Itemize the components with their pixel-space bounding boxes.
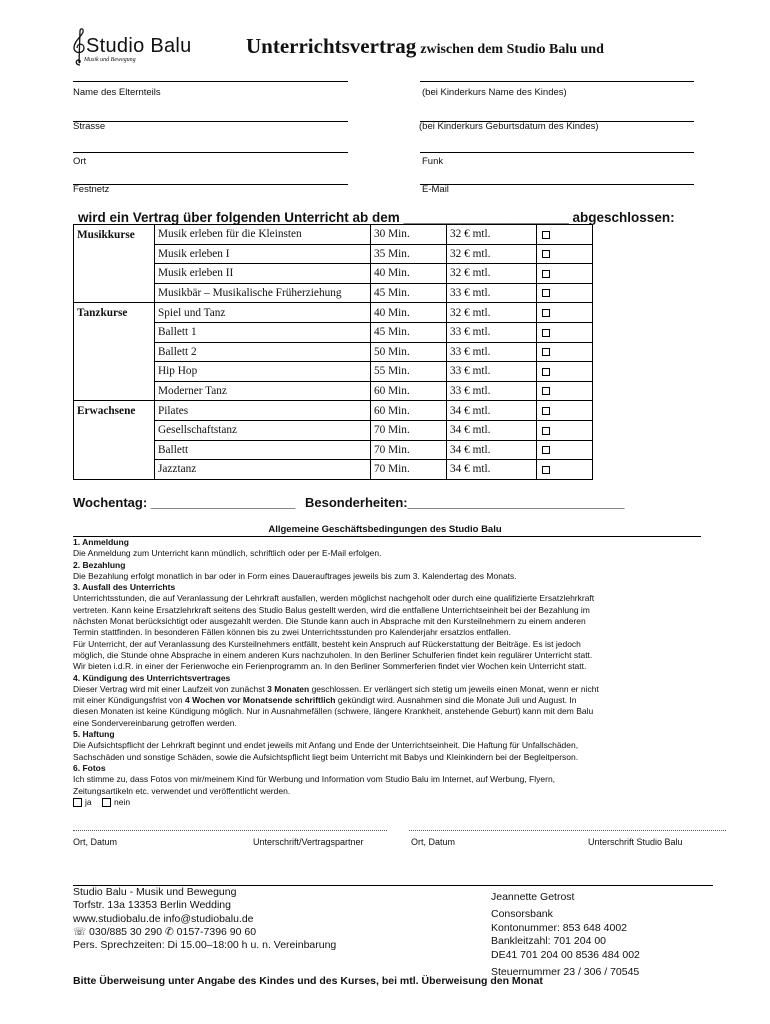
- course-select-cell: [537, 244, 593, 264]
- course-select-cell: [537, 362, 593, 382]
- page-title: [246, 34, 604, 59]
- course-price: 32 € mtl.: [447, 244, 537, 264]
- title-sub: zwischen dem Studio Balu und: [420, 42, 604, 57]
- course-name: Musikbär – Musikalische Früherziehung: [155, 283, 371, 303]
- child-name-line[interactable]: [420, 81, 694, 82]
- course-duration: 55 Min.: [371, 362, 447, 382]
- customer-signature-line[interactable]: [73, 830, 387, 831]
- agb-line: eine Sondervereinbarung getroffen werden.: [73, 717, 237, 728]
- agb-line: Die Aufsichtspflicht der Lehrkraft beginnt und endet jeweils mit Anfang und Ende der Unterrichtseinheit. Die Haftung für Unfallschäden,: [73, 740, 579, 751]
- course-select-cell: [537, 283, 593, 303]
- course-select-cell: [537, 303, 593, 323]
- course-category: [74, 440, 155, 460]
- course-name: Pilates: [155, 401, 371, 421]
- course-row: [74, 401, 593, 421]
- course-price: 32 € mtl.: [447, 264, 537, 284]
- special-label: Besonderheiten:: [305, 495, 408, 510]
- course-checkbox[interactable]: [542, 309, 550, 317]
- course-checkbox[interactable]: [542, 466, 550, 474]
- agb-line: nächsten Monat berücksichtigt oder ausgezahlt werden. Die Stunde kann auch in Absprache mit den Kursteilnehmern zu einem anderen: [73, 616, 586, 627]
- course-table: [73, 224, 593, 480]
- contract-intro: [78, 210, 675, 225]
- course-row: [74, 342, 593, 362]
- course-price: 33 € mtl.: [447, 381, 537, 401]
- course-duration: 70 Min.: [371, 440, 447, 460]
- consent-no-label: nein: [114, 796, 131, 807]
- course-select-cell: [537, 342, 593, 362]
- course-duration: 50 Min.: [371, 342, 447, 362]
- mobile-line[interactable]: [420, 152, 694, 153]
- course-select-cell: [537, 322, 593, 342]
- footer-office-hours: Pers. Sprechzeiten: Di 15.00–18:00 h u. n. Vereinbarung: [73, 939, 337, 952]
- course-duration: 60 Min.: [371, 381, 447, 401]
- course-checkbox[interactable]: [542, 348, 550, 356]
- course-row: [74, 381, 593, 401]
- agb-line: vertreten. Kann keine Ersatzlehrkraft seitens des Studio Balus gestellt werden, wird die entfallene Unterrichtseinheit bei der Bezahlung im: [73, 604, 590, 615]
- course-price: 34 € mtl.: [447, 440, 537, 460]
- footer-web-email: www.studiobalu.de info@studiobalu.de: [73, 912, 254, 925]
- city-label: Ort: [73, 156, 87, 167]
- agb-heading: 2. Bezahlung: [73, 559, 126, 570]
- course-checkbox[interactable]: [542, 446, 550, 454]
- course-row: [74, 460, 593, 480]
- course-category: Tanzkurse: [74, 303, 155, 323]
- agb-title: Allgemeine Geschäftsbedingungen des Studio Balu: [268, 524, 502, 535]
- course-select-cell: [537, 420, 593, 440]
- parent-name-label: Name des Elternteils: [73, 87, 161, 98]
- course-duration: 40 Min.: [371, 303, 447, 323]
- landline-line[interactable]: [73, 184, 348, 185]
- agb-line: Für Unterricht, der auf Veranlassung des Kursteilnehmers entfällt, besteht kein Anspruch auf Rückerstattung der Beiträge. Es ist jedoch: [73, 638, 581, 649]
- course-row: [74, 420, 593, 440]
- mobile-label: Funk: [422, 156, 444, 167]
- course-category: [74, 362, 155, 382]
- agb-line: Zeitungsartikeln etc. verwendet und veröffentlicht werden.: [73, 785, 291, 796]
- course-select-cell: [537, 460, 593, 480]
- course-name: Spiel und Tanz: [155, 303, 371, 323]
- street-line[interactable]: [73, 121, 348, 122]
- course-name: Gesellschaftstanz: [155, 420, 371, 440]
- course-duration: 70 Min.: [371, 460, 447, 480]
- start-date-blank[interactable]: ______________________: [403, 210, 569, 225]
- course-category: Musikkurse: [74, 225, 155, 245]
- intro-before: wird ein Vertrag über folgenden Unterricht ab dem: [78, 210, 400, 225]
- logo-subtitle: Musik und Bewegung: [84, 57, 136, 63]
- course-name: Ballett 1: [155, 322, 371, 342]
- special-blank[interactable]: ______________________________: [407, 495, 625, 510]
- course-name: Ballett 2: [155, 342, 371, 362]
- consent-yes-checkbox[interactable]: [73, 798, 82, 807]
- course-price: 33 € mtl.: [447, 283, 537, 303]
- landline-label: Festnetz: [73, 184, 110, 195]
- course-row: [74, 283, 593, 303]
- child-name-label: (bei Kinderkurs Name des Kindes): [422, 87, 567, 98]
- course-duration: 30 Min.: [371, 225, 447, 245]
- course-name: Musik erleben II: [155, 264, 371, 284]
- footer-note: Bitte Überweisung unter Angabe des Kindes und des Kurses, bei mtl. Überweisung den Monat: [73, 975, 543, 987]
- footer-iban: DE41 701 204 00 8536 484 002: [491, 948, 640, 961]
- course-select-cell: [537, 264, 593, 284]
- footer-bank: [491, 891, 640, 979]
- course-checkbox[interactable]: [542, 289, 550, 297]
- course-category: Erwachsene: [74, 401, 155, 421]
- footer-bank-name: Consorsbank: [491, 908, 553, 921]
- course-name: Jazztanz: [155, 460, 371, 480]
- course-category: [74, 283, 155, 303]
- course-price: 34 € mtl.: [447, 401, 537, 421]
- photo-consent-options: [73, 797, 701, 808]
- weekday-label: Wochentag:: [73, 495, 148, 510]
- intro-after: abgeschlossen:: [572, 210, 675, 225]
- agb-bold-part: 3 Monaten: [267, 683, 310, 694]
- course-category: [74, 460, 155, 480]
- agb-line: möglich, die Stunde ohne Absprache in einem anderen Kurs nachzuholen. In den Berliner Schulferien findet kein regulärer Unterricht statt.: [73, 649, 593, 660]
- agb-heading: 5. Haftung: [73, 729, 115, 740]
- weekday-blank[interactable]: ____________________: [150, 495, 296, 510]
- course-row: [74, 322, 593, 342]
- agb-line: Unterrichtsstunden, die auf Veranlassung der Lehrkraft ausfallen, werden möglichst nachgeholt oder durch eine qualifizierte Ersatzlehrkraft: [73, 593, 595, 604]
- agb-heading: 4. Kündigung des Unterrichtsvertrages: [73, 672, 231, 683]
- customer-date-label: Ort, Datum: [73, 837, 118, 847]
- course-checkbox[interactable]: [542, 427, 550, 435]
- consent-no-checkbox[interactable]: [102, 798, 111, 807]
- course-category: [74, 322, 155, 342]
- course-checkbox[interactable]: [542, 270, 550, 278]
- parent-name-line[interactable]: [73, 81, 348, 82]
- weekday-row: [73, 495, 625, 510]
- agb-line: [73, 684, 701, 695]
- course-price: 34 € mtl.: [447, 460, 537, 480]
- studio-signature-line[interactable]: [409, 830, 726, 831]
- course-row: [74, 244, 593, 264]
- agb-line: [73, 695, 701, 706]
- agb-bold-part: 4 Wochen vor Monatsende schriftlich: [184, 695, 336, 706]
- street-label: Strasse: [73, 121, 106, 132]
- course-price: 32 € mtl.: [447, 225, 537, 245]
- agb-heading: 1. Anmeldung: [73, 537, 129, 547]
- agb-text-part: mit einer Kündigungsfrist von: [73, 695, 185, 706]
- course-checkbox[interactable]: [542, 231, 550, 239]
- footer-phone: ☏ 030/885 30 290 ✆ 0157-7396 90 60: [73, 925, 257, 938]
- footer-account: Kontonummer: 853 648 4002: [491, 921, 628, 934]
- course-category: [74, 342, 155, 362]
- course-name: Hip Hop: [155, 362, 371, 382]
- agb-text-part: geschlossen. Er verlängert sich stetig um jeweils einen Monat, wenn er nicht: [309, 683, 599, 694]
- course-category: [74, 420, 155, 440]
- course-select-cell: [537, 381, 593, 401]
- course-row: [74, 225, 593, 245]
- footer-contact: [73, 886, 336, 952]
- course-price: 33 € mtl.: [447, 342, 537, 362]
- course-select-cell: [537, 225, 593, 245]
- course-duration: 40 Min.: [371, 264, 447, 284]
- course-category: [74, 381, 155, 401]
- agb-line: Die Anmeldung zum Unterricht kann mündlich, schriftlich oder per E-Mail erfolgen.: [73, 548, 382, 559]
- title-main: Unterrichtsvertrag: [246, 34, 417, 58]
- course-price: 32 € mtl.: [447, 303, 537, 323]
- footer-address: Torfstr. 13a 13353 Berlin Wedding: [73, 899, 231, 912]
- email-line[interactable]: [420, 184, 694, 185]
- course-duration: 45 Min.: [371, 322, 447, 342]
- consent-yes-label: ja: [85, 796, 92, 807]
- city-line[interactable]: [73, 152, 348, 153]
- course-price: 33 € mtl.: [447, 362, 537, 382]
- child-birthdate-label: (bei Kinderkurs Geburtsdatum des Kindes): [419, 121, 599, 132]
- course-category: [74, 264, 155, 284]
- course-duration: 60 Min.: [371, 401, 447, 421]
- studio-signature-label: Unterschrift Studio Balu: [588, 837, 683, 847]
- agb-line: Die Bezahlung erfolgt monatlich in bar oder in Form eines Dauerauftrages jeweils bis zum 3. Kalendertag des Monats.: [73, 570, 517, 581]
- course-price: 33 € mtl.: [447, 322, 537, 342]
- course-checkbox[interactable]: [542, 250, 550, 258]
- agb-line: Wir bieten i.d.R. in einer der Ferienwoche ein Ferienprogramm an. In den Berliner Sommerferien findet vier Wochen kein Unterricht statt.: [73, 661, 587, 672]
- agb-heading: 3. Ausfall des Unterrichts: [73, 582, 176, 593]
- studio-date-label: Ort, Datum: [411, 837, 456, 847]
- course-select-cell: [537, 440, 593, 460]
- customer-signature-label: Unterschrift/Vertragspartner: [253, 837, 364, 847]
- footer-blz: Bankleitzahl: 701 204 00: [491, 935, 607, 948]
- course-row: [74, 440, 593, 460]
- course-name: Musik erleben I: [155, 244, 371, 264]
- studio-balu-logo: [70, 27, 210, 67]
- course-select-cell: [537, 401, 593, 421]
- course-checkbox[interactable]: [542, 368, 550, 376]
- agb-line: Termin stattfinden. In besonderen Fällen können bis zu zwei Unterrichtsstunden pro Kalenderjahr ersatzlos entfallen.: [73, 627, 511, 638]
- agb-line: Sachschäden und sonstige Schäden, sowie die Aufsichtspflicht liegt beim Unterricht mit Babys und Kleinkindern bei der Begleitperson.: [73, 751, 579, 762]
- course-category: [74, 244, 155, 264]
- course-duration: 35 Min.: [371, 244, 447, 264]
- course-row: [74, 303, 593, 323]
- course-name: Moderner Tanz: [155, 381, 371, 401]
- course-checkbox[interactable]: [542, 387, 550, 395]
- course-checkbox[interactable]: [542, 407, 550, 415]
- course-row: [74, 362, 593, 382]
- course-duration: 70 Min.: [371, 420, 447, 440]
- email-label: E-Mail: [422, 184, 449, 195]
- course-row: [74, 264, 593, 284]
- agb-heading: 6. Fotos: [73, 762, 106, 773]
- course-name: Ballett: [155, 440, 371, 460]
- footer-studio-name: Studio Balu - Musik und Bewegung: [73, 886, 237, 898]
- agb-text-part: gekündigt wird. Ausnahmen sind die Monate Juli und August. In: [335, 695, 577, 706]
- agb-line: Ich stimme zu, dass Fotos von mir/meinem Kind für Werbung und Information vom Studio Balu im Internet, auf Werbung, Flyern,: [73, 774, 556, 785]
- agb-line: diesen Monaten ist keine Kündigung möglich. Nur in Ausnahmefällen (schwere, längere Krankheit, anstehende Geburt) kann mit dem Balu: [73, 706, 594, 717]
- logo-name: Studio Balu: [86, 35, 192, 57]
- agb-text-part: Dieser Vertrag wird mit einer Laufzeit von zunächst: [73, 683, 268, 694]
- agb-text: [73, 537, 701, 808]
- course-duration: 45 Min.: [371, 283, 447, 303]
- course-price: 34 € mtl.: [447, 420, 537, 440]
- footer-tax-number: Steuernummer 23 / 306 / 70545: [491, 966, 640, 979]
- course-name: Musik erleben für die Kleinsten: [155, 225, 371, 245]
- course-checkbox[interactable]: [542, 329, 550, 337]
- footer-owner: Jeannette Getrost: [491, 891, 575, 903]
